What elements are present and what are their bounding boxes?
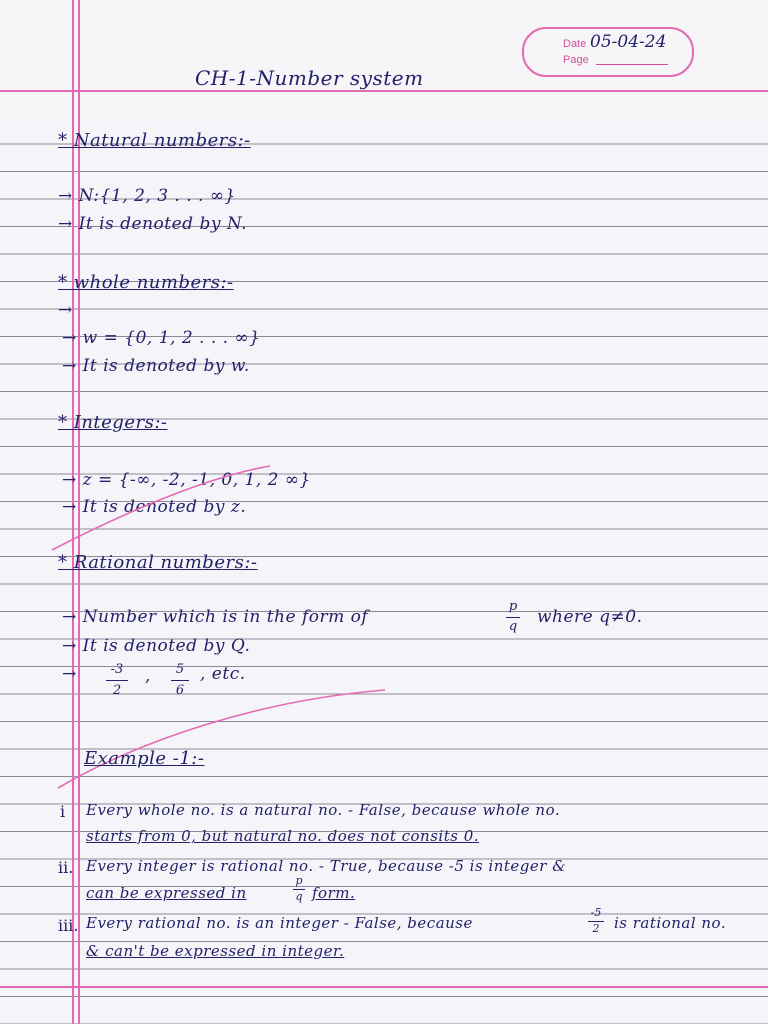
integers-set: → z = {-∞, -2, -1, 0, 1, 2 ∞} bbox=[62, 470, 311, 490]
pencil-stroke-2 bbox=[58, 690, 385, 788]
example-item-2-line2b: form. bbox=[312, 884, 356, 902]
date-label: Date bbox=[563, 38, 587, 50]
example-item-2-line2a: can be expressed in bbox=[86, 884, 247, 902]
rational-condition: where q≠0. bbox=[537, 607, 643, 627]
example-item-2-line1: Every integer is rational no. - True, because -5 is integer & bbox=[86, 857, 567, 875]
example-fraction-1-den: 2 bbox=[112, 683, 122, 698]
pencil-stroke-1 bbox=[52, 466, 270, 550]
whole-numbers-heading: * whole numbers:- bbox=[58, 272, 234, 293]
example-item-3-number: iii. bbox=[58, 916, 79, 935]
example-item-3-line1b: is rational no. bbox=[614, 914, 727, 932]
example-fraction-2-den: 6 bbox=[175, 683, 185, 698]
example-comma: , bbox=[145, 666, 151, 686]
example-item-3-frac-num: -5 bbox=[590, 906, 602, 919]
example-item-2-number: ii. bbox=[58, 858, 74, 877]
example-heading: Example -1:- bbox=[84, 748, 205, 769]
fraction-numerator: p bbox=[508, 599, 518, 614]
natural-numbers-denoted: → It is denoted by N. bbox=[58, 214, 248, 234]
example-fraction-2-num: 5 bbox=[175, 662, 185, 677]
natural-numbers-set: → N:{1, 2, 3 . . . ∞} bbox=[58, 186, 236, 206]
example-item-1-line2: starts from 0, but natural no. does not consits 0. bbox=[86, 827, 480, 845]
example-item-3-line1a: Every rational no. is an integer - False, because bbox=[86, 914, 473, 932]
example-item-2-frac-num: p bbox=[295, 874, 303, 887]
example-item-1-line1: Every whole no. is a natural no. - False, because whole no. bbox=[86, 801, 561, 819]
rational-definition: → Number which is in the form of bbox=[62, 607, 369, 627]
page-title: CH-1-Number system bbox=[195, 66, 424, 90]
example-item-1-number: i bbox=[60, 802, 66, 821]
rational-numbers-heading: * Rational numbers:- bbox=[58, 552, 258, 573]
whole-numbers-denoted: → It is denoted by w. bbox=[62, 356, 250, 376]
whole-numbers-set: → w = {0, 1, 2 . . . ∞} bbox=[62, 328, 261, 348]
page-label: Page bbox=[563, 54, 589, 66]
example-item-2-frac-den: q bbox=[295, 890, 303, 903]
integers-denoted: → It is denoted by z. bbox=[62, 497, 247, 517]
example-etc: , etc. bbox=[200, 664, 246, 684]
date-value: 05-04-24 bbox=[590, 32, 667, 52]
rational-example-arrow: → bbox=[62, 664, 77, 684]
fraction-denominator: q bbox=[508, 619, 518, 634]
example-fraction-1-num: -3 bbox=[110, 662, 124, 677]
integers-heading: * Integers:- bbox=[58, 412, 168, 433]
rational-denoted: → It is denoted by Q. bbox=[62, 636, 251, 656]
whole-numbers-arrow: → bbox=[58, 300, 73, 320]
natural-numbers-heading: * Natural numbers:- bbox=[58, 130, 251, 151]
example-item-3-frac-den: 2 bbox=[592, 922, 600, 935]
example-item-3-line2: & can't be expressed in integer. bbox=[86, 942, 345, 960]
